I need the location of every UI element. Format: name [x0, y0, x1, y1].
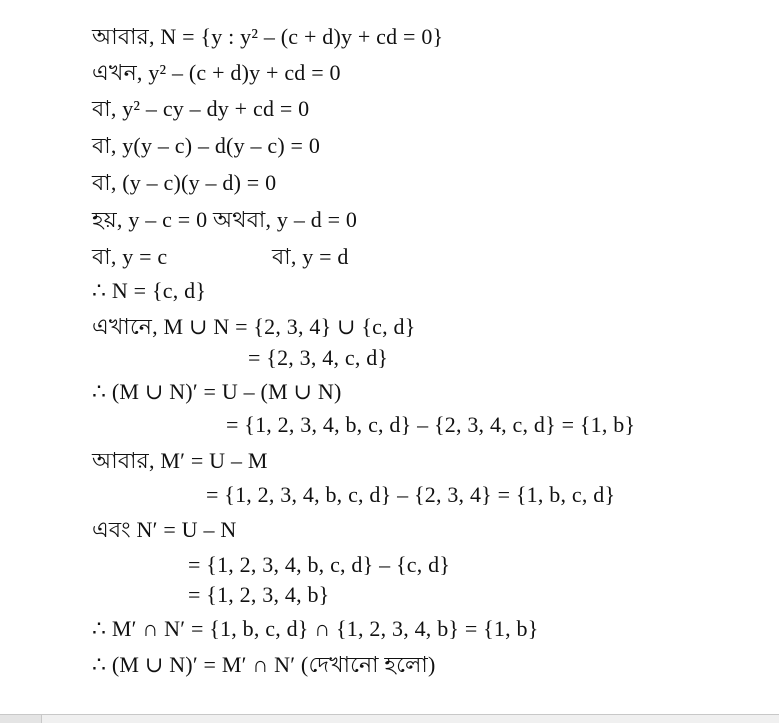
math-line-18: ∴ M′ ∩ N′ = {1, b, c, d} ∩ {1, 2, 3, 4, b} = {1, b}	[92, 616, 539, 641]
math-line-2: এখন, y² – (c + d)y + cd = 0	[92, 60, 341, 85]
math-line-7b: বা, y = d	[272, 244, 349, 269]
math-line-3: বা, y² – cy – dy + cd = 0	[92, 96, 310, 121]
math-line-16: = {1, 2, 3, 4, b, c, d} – {c, d}	[188, 552, 451, 577]
math-line-15: এবং N′ = U – N	[92, 517, 237, 542]
math-line-5: বা, (y – c)(y – d) = 0	[92, 170, 277, 195]
math-line-10: = {2, 3, 4, c, d}	[248, 345, 389, 370]
math-line-4: বা, y(y – c) – d(y – c) = 0	[92, 133, 321, 158]
math-line-8: ∴ N = {c, d}	[92, 278, 207, 303]
math-line-9: এখানে, M ∪ N = {2, 3, 4} ∪ {c, d}	[92, 314, 416, 339]
scrollbar-left-edge[interactable]	[0, 715, 42, 723]
math-line-13: আবার, M′ = U – M	[92, 448, 268, 473]
math-line-14: = {1, 2, 3, 4, b, c, d} – {2, 3, 4} = {1, b, c, d}	[206, 482, 616, 507]
math-line-12: = {1, 2, 3, 4, b, c, d} – {2, 3, 4, c, d} = {1, b}	[226, 412, 636, 437]
math-line-7a: বা, y = c	[92, 244, 168, 269]
math-line-17: = {1, 2, 3, 4, b}	[188, 582, 330, 607]
math-line-11: ∴ (M ∪ N)′ = U – (M ∪ N)	[92, 379, 342, 404]
math-line-6: হয়, y – c = 0 অথবা, y – d = 0	[92, 207, 358, 232]
math-line-19: ∴ (M ∪ N)′ = M′ ∩ N′ (দেখানো হলো)	[92, 652, 436, 677]
horizontal-scrollbar[interactable]	[0, 714, 779, 723]
math-line-1: আবার, N = {y : y² – (c + d)y + cd = 0}	[92, 24, 444, 49]
